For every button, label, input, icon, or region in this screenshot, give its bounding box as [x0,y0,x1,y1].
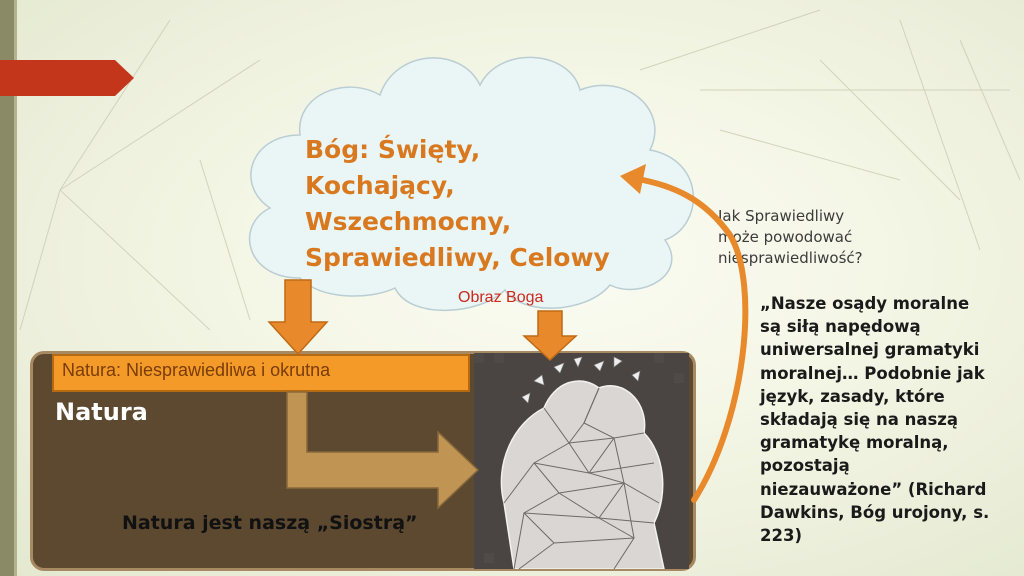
image-of-god-label: Obraz Boga [458,289,544,306]
shattered-figure-image [474,353,689,569]
god-attributes-title [305,132,635,276]
nature-caption: Natura: Niesprawiedliwa i okrutna [62,360,331,380]
quote-line: język, zasady, które [760,386,945,406]
question-line: Jak Sprawiedliwy [718,207,845,225]
quote-line: niezauważone” (Richard [760,479,987,499]
nature-title: Natura [55,398,148,426]
god-attributes-line: Kochający, [305,171,455,200]
quote-line: 223) [760,526,802,546]
quote-line: moralnej… Podobnie jak [760,363,985,383]
question-line: niesprawiedliwość? [718,249,863,267]
question-text [718,206,918,269]
nature-sister-text: Natura jest naszą „Siostrą” [122,512,418,534]
god-attributes-line: Sprawiedliwy, Celowy [305,243,610,272]
god-attributes-line: Wszechmocny, [305,207,512,236]
quote-line: są siłą napędową [760,317,921,337]
quote-line: Dawkins, Bóg urojony, s. [760,502,990,522]
quote-line: pozostają [760,456,850,476]
quote-line: „Nasze osądy moralne [760,294,970,313]
question-line: może powodować [718,228,853,246]
god-attributes-line: Bóg: Święty, [305,135,481,164]
dawkins-quote [760,292,1022,547]
quote-line: uniwersalnej gramatyki [760,340,980,360]
quote-line: gramatykę moralną, [760,433,949,453]
quote-line: składają się na naszą [760,410,959,430]
